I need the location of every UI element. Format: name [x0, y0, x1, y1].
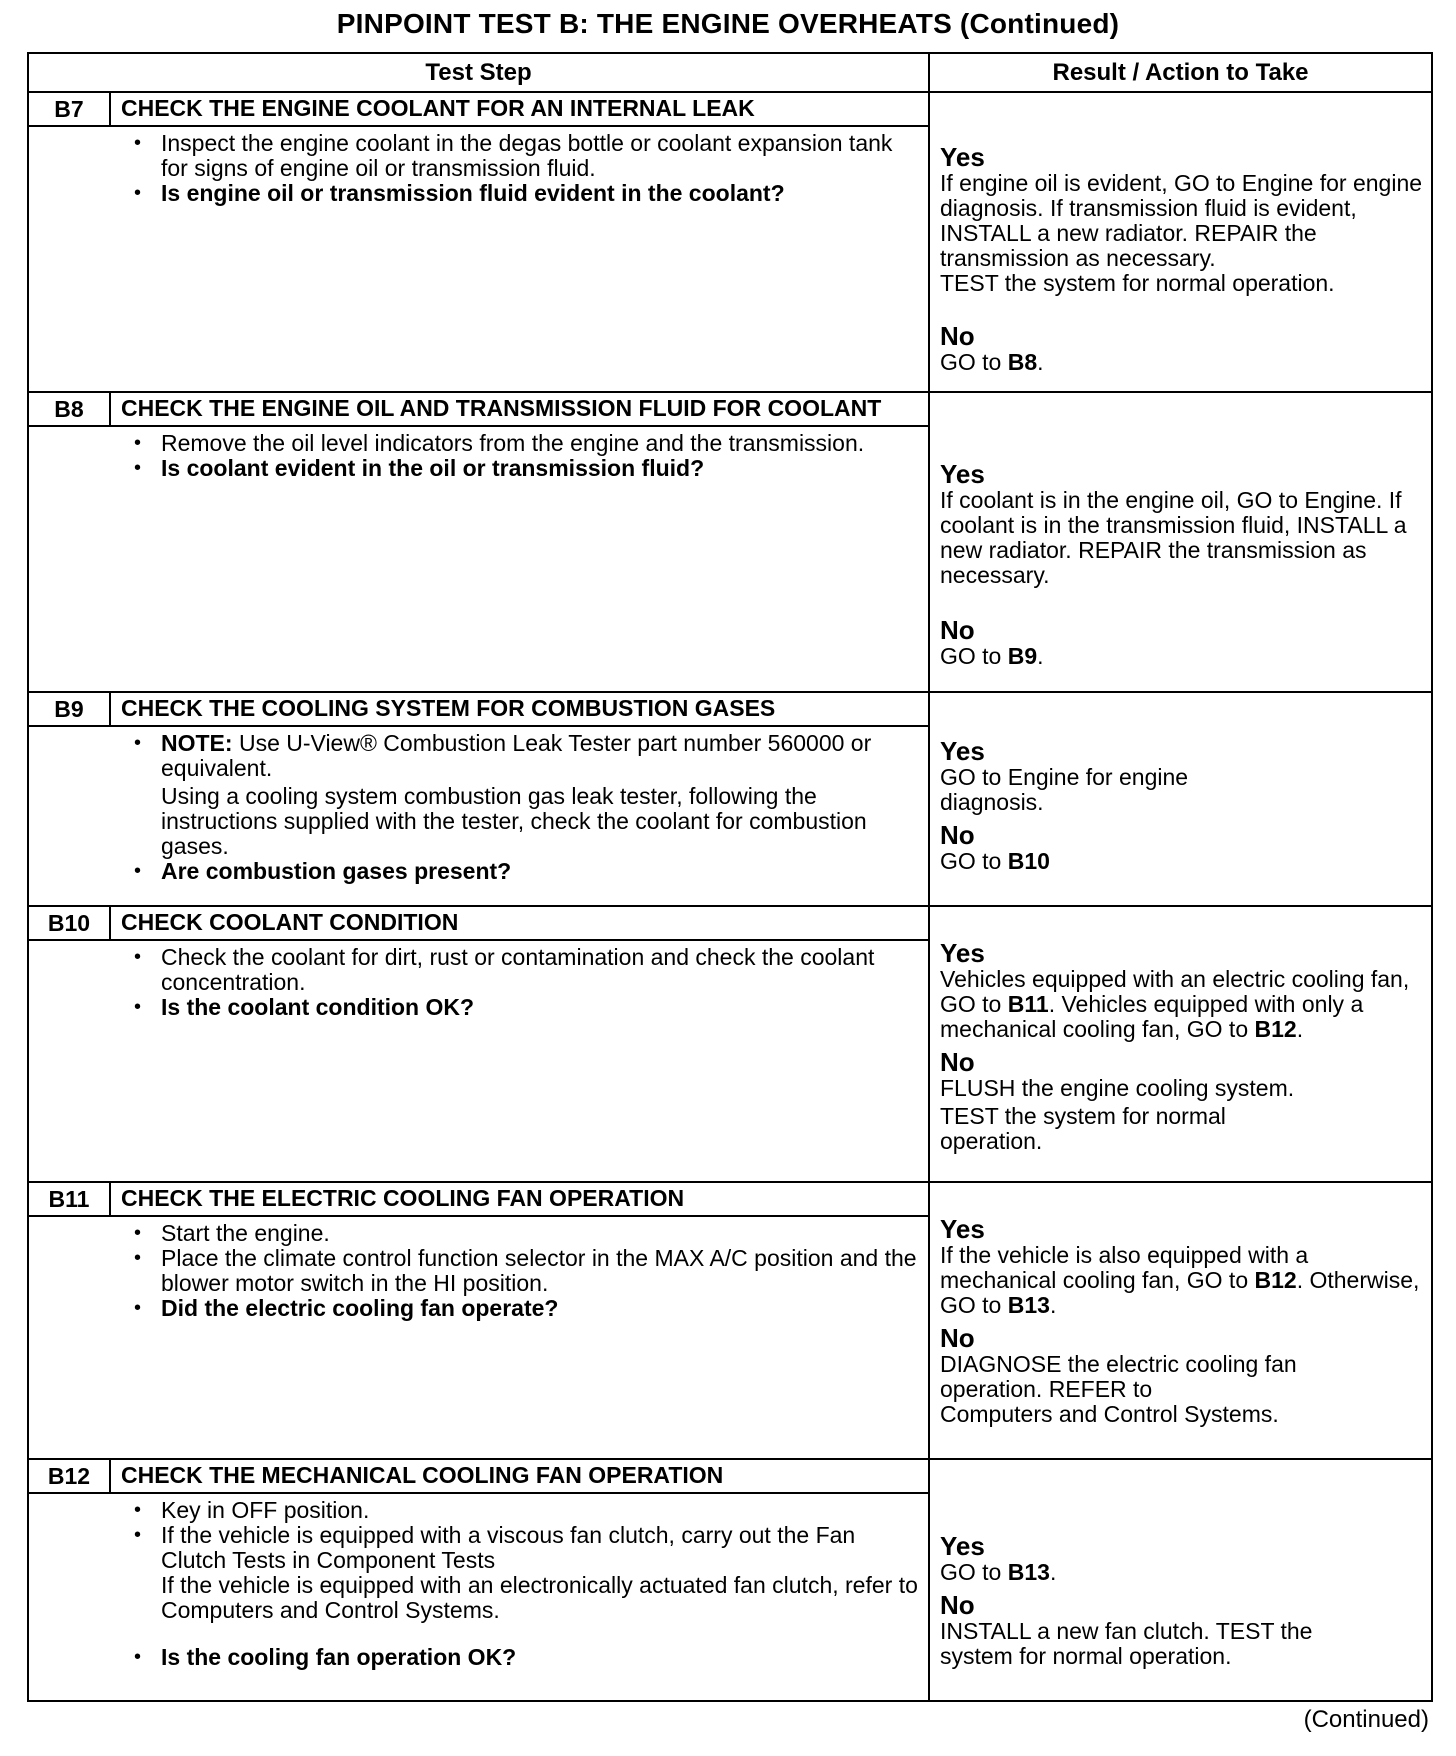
bullet-icon: • — [133, 995, 141, 1018]
step-row-b8 — [28, 392, 1432, 691]
list-item — [29, 1645, 918, 1670]
yes-label: Yes — [940, 736, 985, 767]
yes-label: Yes — [940, 459, 985, 490]
step-id: B12 — [29, 1460, 111, 1492]
yes-action-2: TEST the system for normal operation. — [940, 270, 1335, 297]
no-action-2: Computers and Control Systems. — [940, 1401, 1279, 1428]
no-label: No — [940, 615, 975, 646]
step-cell — [28, 92, 929, 392]
step-question: Is engine oil or transmission fluid evident in the coolant? — [161, 180, 785, 207]
result-cell — [929, 1459, 1432, 1701]
page-title: PINPOINT TEST B: THE ENGINE OVERHEATS (Continued) — [336, 8, 1120, 39]
no-action: GO to B10 — [940, 848, 1050, 875]
step-id: B10 — [29, 907, 111, 939]
step-paragraph: Using a cooling system combustion gas leak tester, following the instructions supplied with the tester, check the coolant for combustion gases. — [161, 782, 867, 859]
step-reference: B13 — [1007, 1292, 1050, 1319]
step-cell — [28, 1182, 929, 1459]
step-reference: B8 — [1007, 349, 1038, 376]
list-item — [29, 456, 918, 481]
step-header — [29, 693, 928, 727]
note-label: NOTE: — [161, 729, 233, 756]
step-reference: B11 — [1007, 990, 1049, 1017]
step-row-b7 — [28, 92, 1432, 392]
step-id: B9 — [29, 693, 111, 725]
step-header — [29, 393, 928, 427]
list-item — [29, 1246, 918, 1296]
yes-action: If engine oil is evident, GO to Engine for engine diagnosis. If transmission fluid is evident, INSTALL a new radiator. REPAIR the transmission as necessary. — [940, 170, 1423, 272]
list-item — [29, 431, 918, 456]
bullet-icon: • — [133, 859, 141, 882]
bullet-icon: • — [133, 1222, 141, 1245]
yes-action: Vehicles equipped with an electric cooling fan, GO to B11. Vehicles equipped with only a mechanical cooling fan, GO to B12. — [940, 965, 1410, 1042]
step-question: Is the coolant condition OK? — [161, 993, 475, 1020]
step-reference: B13 — [1007, 1558, 1050, 1585]
list-item — [29, 945, 918, 995]
no-action: GO to B8. — [940, 349, 1044, 376]
step-instruction: Inspect the engine coolant in the degas bottle or coolant expansion tank for signs of engine oil or transmission fluid. — [161, 130, 893, 182]
step-body — [29, 1217, 928, 1325]
step-question: Is the cooling fan operation OK? — [161, 1644, 517, 1671]
yes-action: If coolant is in the engine oil, GO to Engine. If coolant is in the transmission fluid, INSTALL a new radiator. REPAIR the transmission as necessary. — [940, 487, 1407, 589]
step-instruction: Start the engine. — [161, 1220, 330, 1247]
step-title: CHECK THE COOLING SYSTEM FOR COMBUSTION GASES — [121, 694, 776, 721]
no-label: No — [940, 1589, 975, 1620]
step-question: Is coolant evident in the oil or transmission fluid? — [161, 455, 705, 482]
yes-label: Yes — [940, 937, 985, 968]
table-header-row — [28, 53, 1432, 92]
step-title: CHECK THE ELECTRIC COOLING FAN OPERATION — [121, 1185, 685, 1212]
step-row-b10 — [28, 906, 1432, 1182]
bullet-icon: • — [133, 1524, 141, 1547]
step-instruction: Key in OFF position. — [161, 1497, 370, 1524]
step-cell — [28, 692, 929, 906]
step-reference: B10 — [1007, 848, 1050, 875]
step-body — [29, 941, 928, 1024]
step-note: NOTE: Use U-View® Combustion Leak Tester part number 560000 or equivalent. — [161, 729, 872, 781]
step-question: Did the electric cooling fan operate? — [161, 1295, 559, 1322]
list-item — [29, 131, 918, 181]
step-header — [29, 907, 928, 941]
step-instruction: Remove the oil level indicators from the engine and the transmission. — [161, 430, 865, 457]
step-row-b11 — [28, 1182, 1432, 1459]
step-id: B7 — [29, 93, 111, 125]
list-item — [29, 1498, 918, 1523]
step-body — [29, 427, 928, 485]
no-action: FLUSH the engine cooling system. — [940, 1074, 1295, 1101]
step-id: B8 — [29, 393, 111, 425]
result-cell — [929, 906, 1432, 1182]
step-instruction: Place the climate control function selector in the MAX A/C position and the blower motor switch in the HI position. — [161, 1245, 917, 1297]
yes-label: Yes — [940, 1214, 985, 1245]
result-cell — [929, 92, 1432, 392]
bullet-icon: • — [133, 945, 141, 968]
no-action: INSTALL a new fan clutch. TEST the system for normal operation. — [940, 1617, 1313, 1669]
bullet-icon: • — [133, 132, 141, 155]
step-body — [29, 1494, 928, 1674]
step-header — [29, 1460, 928, 1494]
list-item — [29, 995, 918, 1020]
result-cell — [929, 392, 1432, 691]
step-body — [29, 727, 928, 888]
step-cell — [28, 392, 929, 691]
step-header — [29, 1183, 928, 1217]
list-item — [29, 1523, 918, 1573]
list-item — [29, 859, 918, 884]
result-cell — [929, 692, 1432, 906]
no-label: No — [940, 1046, 975, 1077]
bullet-icon: • — [133, 1646, 141, 1669]
step-row-b12 — [28, 1459, 1432, 1701]
step-question: Are combustion gases present? — [161, 857, 512, 884]
step-title: CHECK COOLANT CONDITION — [121, 908, 459, 935]
step-reference: B12 — [1254, 1015, 1297, 1042]
result-cell — [929, 1182, 1432, 1459]
yes-action: GO to B13. — [940, 1558, 1057, 1585]
no-action: DIAGNOSE the electric cooling fan operation. REFER to — [940, 1351, 1297, 1403]
pinpoint-test-table — [27, 52, 1433, 1702]
step-cell — [28, 906, 929, 1182]
header-result-action: Result / Action to Take — [929, 53, 1432, 92]
bullet-icon: • — [133, 1499, 141, 1522]
step-header — [29, 93, 928, 127]
yes-action: GO to Engine for engine diagnosis. — [940, 764, 1189, 816]
step-cell — [28, 1459, 929, 1701]
bullet-icon: • — [133, 1247, 141, 1270]
step-row-b9 — [28, 692, 1432, 906]
no-action: GO to B9. — [940, 643, 1044, 670]
yes-label: Yes — [940, 142, 985, 173]
step-title: CHECK THE MECHANICAL COOLING FAN OPERATION — [121, 1462, 724, 1489]
step-instruction: If the vehicle is equipped with a viscous fan clutch, carry out the Fan Clutch Tests in Component Tests — [161, 1522, 856, 1574]
no-action-2: TEST the system for normal operation. — [940, 1102, 1226, 1154]
list-item — [29, 1296, 918, 1321]
bullet-icon: • — [133, 432, 141, 455]
no-label: No — [940, 1323, 975, 1354]
list-item — [29, 731, 918, 781]
bullet-icon: • — [133, 457, 141, 480]
bullet-icon: • — [133, 1297, 141, 1320]
step-paragraph: If the vehicle is equipped with an electronically actuated fan clutch, refer to Computers and Control Systems. — [161, 1572, 918, 1624]
yes-label: Yes — [940, 1530, 985, 1561]
step-id: B11 — [29, 1183, 111, 1215]
header-test-step: Test Step — [28, 53, 929, 92]
continued-footer: (Continued) — [1303, 1706, 1429, 1733]
bullet-icon: • — [133, 182, 141, 205]
no-label: No — [940, 321, 975, 352]
step-instruction: Check the coolant for dirt, rust or contamination and check the coolant concentration. — [161, 943, 875, 995]
list-item — [29, 181, 918, 206]
step-reference: B9 — [1007, 643, 1038, 670]
list-item — [29, 1221, 918, 1246]
step-body — [29, 127, 928, 210]
yes-action: If the vehicle is also equipped with a mechanical cooling fan, GO to B12. Otherwise, GO to B13. — [940, 1242, 1420, 1319]
step-reference: B12 — [1254, 1267, 1297, 1294]
no-label: No — [940, 820, 975, 851]
step-title: CHECK THE ENGINE OIL AND TRANSMISSION FLUID FOR COOLANT — [121, 395, 882, 422]
bullet-icon: • — [133, 731, 141, 754]
step-title: CHECK THE ENGINE COOLANT FOR AN INTERNAL LEAK — [121, 95, 755, 122]
